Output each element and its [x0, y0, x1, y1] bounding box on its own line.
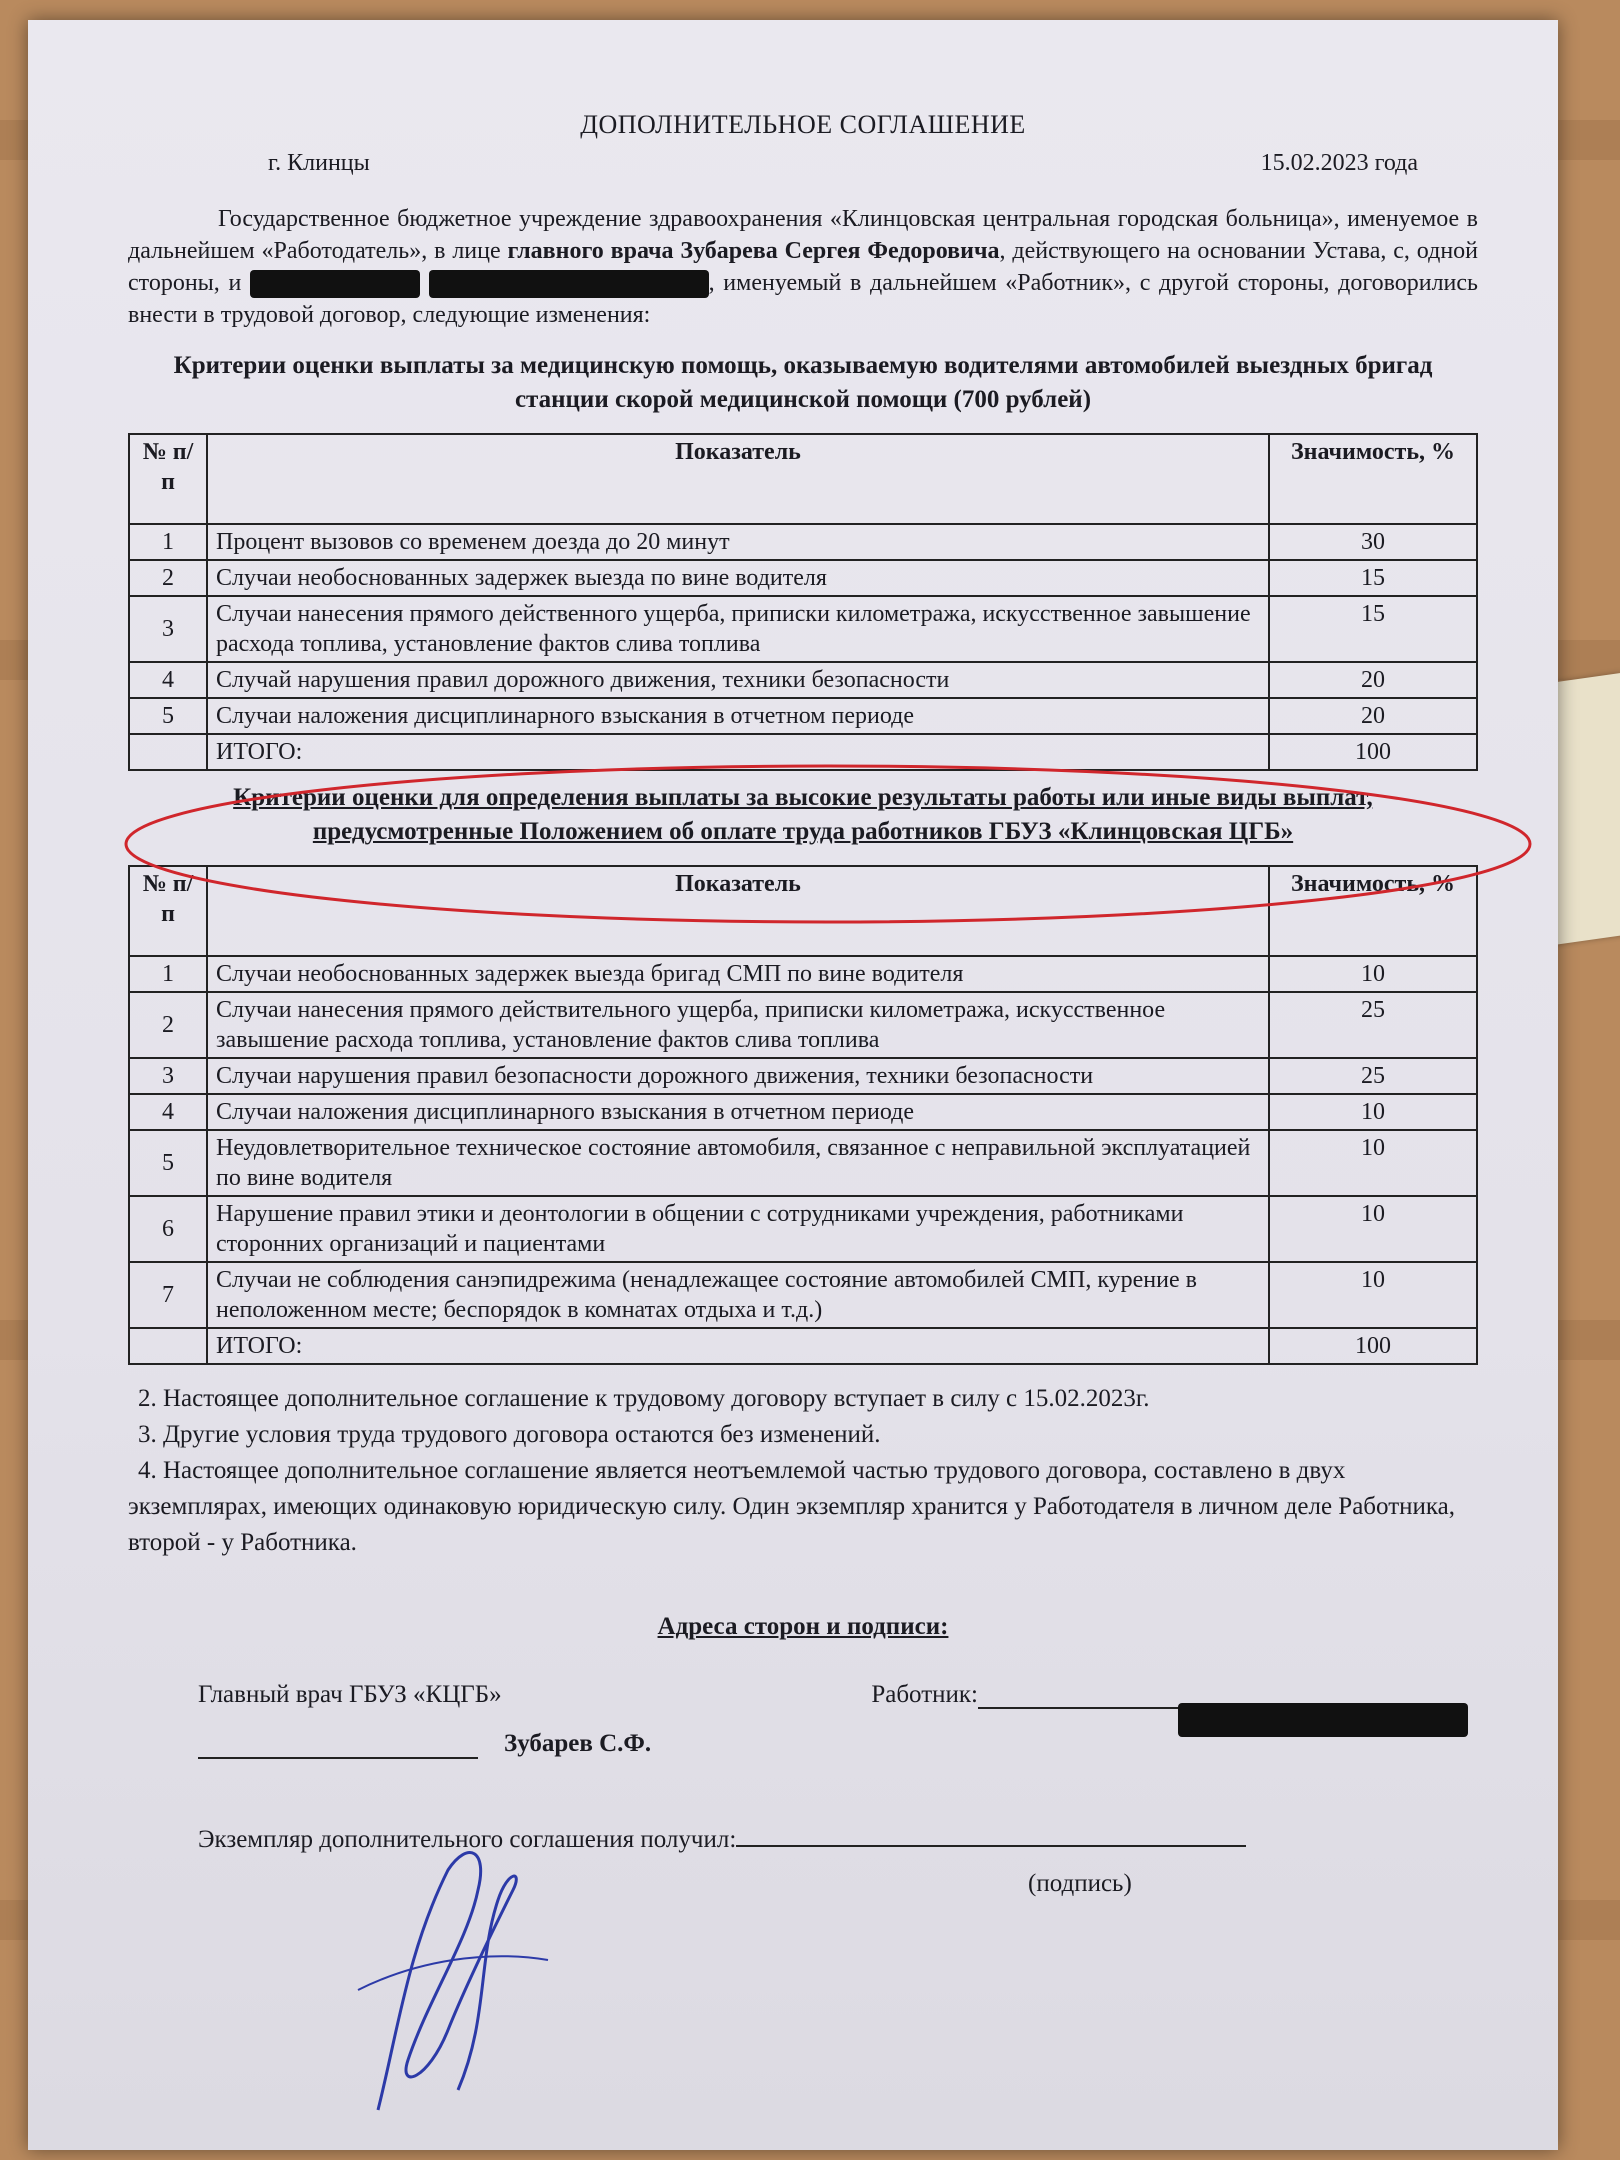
doctor-name: Зубарев С.Ф. — [504, 1730, 652, 1757]
employee-label: Работник: — [871, 1681, 978, 1708]
table-row — [129, 1196, 1477, 1262]
total-value: 100 — [1269, 1328, 1477, 1364]
table1 — [128, 433, 1478, 771]
row-value: 10 — [1269, 1196, 1477, 1262]
row-text: Случаи нанесения прямого действенного ущерба, приписки километража, искусственное завышение расхода топлива, установление фактов слива топлива — [207, 596, 1269, 662]
preamble-part1: Государственное бюджетное учреждение здравоохранения «Клинцовская центральная городская больница», именуемое в дальнейшем «Работодатель», в лице — [128, 206, 1478, 264]
table2-total-row — [129, 1328, 1477, 1364]
document-page — [28, 20, 1558, 2150]
row-text: Нарушение правил этики и деонтологии в общении с сотрудниками учреждения, работниками сторонних организаций и пациентами — [207, 1196, 1269, 1262]
table1-total-row — [129, 734, 1477, 770]
place-date-row — [128, 150, 1478, 177]
clause-3: 3. Другие условия труда трудового договора остаются без изменений. — [138, 1421, 881, 1448]
row-value: 25 — [1269, 992, 1477, 1058]
preamble-part2: , действующего на основании Устава, с, одной стороны, и — [128, 238, 1479, 296]
total-label: ИТОГО: — [207, 734, 1269, 770]
document-title: ДОПОЛНИТЕЛЬНОЕ СОГЛАШЕНИЕ — [580, 110, 1026, 139]
table-row — [129, 1094, 1477, 1130]
employee-signature — [871, 1681, 1458, 1709]
row-value: 15 — [1269, 560, 1477, 596]
employee-signature-line — [978, 1707, 1458, 1709]
signatures-heading: Адреса сторон и подписи: — [657, 1613, 949, 1640]
row-num: 1 — [129, 524, 207, 560]
table1-header-row — [129, 434, 1477, 524]
row-value: 10 — [1269, 1262, 1477, 1328]
row-text: Случаи наложения дисциплинарного взыскания в отчетном периоде — [207, 698, 1269, 734]
row-num: 5 — [129, 698, 207, 734]
copy-received — [128, 1817, 1478, 1854]
row-value: 30 — [1269, 524, 1477, 560]
clauses — [128, 1381, 1478, 1561]
row-text: Случаи наложения дисциплинарного взыскания в отчетном периоде — [207, 1094, 1269, 1130]
document-city: г. Клинцы — [268, 150, 370, 176]
row-num: 2 — [129, 560, 207, 596]
row-num: 4 — [129, 1094, 207, 1130]
copy-received-line — [736, 1817, 1246, 1847]
row-text: Случаи нарушения правил безопасности дорожного движения, техники безопасности — [207, 1058, 1269, 1094]
row-num: 5 — [129, 1130, 207, 1196]
preamble — [128, 203, 1478, 331]
table-row — [129, 992, 1477, 1058]
redacted-employee-name — [1178, 1703, 1468, 1737]
table-row — [129, 596, 1477, 662]
doctor-signature-line — [198, 1729, 478, 1759]
row-value: 15 — [1269, 596, 1477, 662]
table1-col-indicator: Показатель — [207, 434, 1269, 524]
row-text: Процент вызовов со временем доезда до 20 минут — [207, 524, 1269, 560]
row-text: Случаи не соблюдения санэпидрежима (ненадлежащее состояние автомобилей СМП, курение в неположенном месте; беспорядок в комнатах отдыха и т.д.) — [207, 1262, 1269, 1328]
row-num: 6 — [129, 1196, 207, 1262]
table2 — [128, 865, 1478, 1365]
table-row — [129, 1130, 1477, 1196]
row-value: 25 — [1269, 1058, 1477, 1094]
table2-col-num: № п/п — [129, 866, 207, 956]
row-num: 7 — [129, 1262, 207, 1328]
employer-label: Главный врач ГБУЗ «КЦГБ» — [198, 1681, 502, 1708]
preamble-doctor: главного врача Зубарева Сергея Федоровича — [507, 238, 1000, 264]
table-row — [129, 560, 1477, 596]
row-num: 3 — [129, 1058, 207, 1094]
table1-col-value: Значимость, % — [1269, 434, 1477, 524]
sign-row — [128, 1681, 1478, 1709]
table2-heading: Критерии оценки для определения выплаты за высокие результаты работы или иные виды выплат, предусмотренные Положением об оплате труда работников ГБУЗ «Клинцовская ЦГБ» — [233, 784, 1373, 845]
row-text: Случай нарушения правил дорожного движения, техники безопасности — [207, 662, 1269, 698]
table2-col-value: Значимость, % — [1269, 866, 1477, 956]
total-value: 100 — [1269, 734, 1477, 770]
row-num: 3 — [129, 596, 207, 662]
document-date: 15.02.2023 года — [1260, 150, 1418, 176]
table2-col-indicator: Показатель — [207, 866, 1269, 956]
row-text: Случаи нанесения прямого действительного ущерба, приписки километража, искусственное завышение расхода топлива, установление фактов слива топлива — [207, 992, 1269, 1058]
row-value: 10 — [1269, 956, 1477, 992]
clause-4: 4. Настоящее дополнительное соглашение является неотъемлемой частью трудового договора, составлено в двух экземплярах, имеющих одинаковую юридическую силу. Один экземпляр хранится у Работодателя в личном деле Работника, второй - у Работника. — [128, 1457, 1455, 1556]
row-value: 20 — [1269, 662, 1477, 698]
row-text: Неудовлетворительное техническое состояние автомобиля, связанное с неправильной эксплуатацией по вине водителя — [207, 1130, 1269, 1196]
table-row — [129, 1262, 1477, 1328]
clause-2: 2. Настоящее дополнительное соглашение к трудовому договору вступает в силу с 15.02.2023г. — [138, 1385, 1150, 1412]
table-row — [129, 1058, 1477, 1094]
signature-caption: (подпись) — [1028, 1870, 1132, 1897]
row-num: 2 — [129, 992, 207, 1058]
table1-col-num: № п/п — [129, 434, 207, 524]
row-text: Случаи необоснованных задержек выезда по вине водителя — [207, 560, 1269, 596]
row-num: 1 — [129, 956, 207, 992]
row-num: 4 — [129, 662, 207, 698]
preamble-part3: , именуемый в дальнейшем «Работник», с другой стороны, договорились внести в трудовой договор, следующие изменения: — [128, 270, 1479, 328]
table-row — [129, 662, 1477, 698]
circled-heading-wrap — [128, 781, 1478, 849]
table-row — [129, 524, 1477, 560]
redacted-name-2 — [429, 270, 709, 298]
row-text: Случаи необоснованных задержек выезда бригад СМП по вине водителя — [207, 956, 1269, 992]
row-value: 20 — [1269, 698, 1477, 734]
table2-header-row — [129, 866, 1477, 956]
row-value: 10 — [1269, 1130, 1477, 1196]
copy-received-label: Экземпляр дополнительного соглашения получил: — [198, 1826, 737, 1853]
table1-heading: Критерии оценки выплаты за медицинскую помощь, оказываемую водителями автомобилей выездных бригад станции скорой медицинской помощи (700 рублей) — [173, 352, 1433, 413]
total-label: ИТОГО: — [207, 1328, 1269, 1364]
redacted-name-1 — [250, 270, 420, 298]
table-row — [129, 698, 1477, 734]
table-row — [129, 956, 1477, 992]
row-value: 10 — [1269, 1094, 1477, 1130]
